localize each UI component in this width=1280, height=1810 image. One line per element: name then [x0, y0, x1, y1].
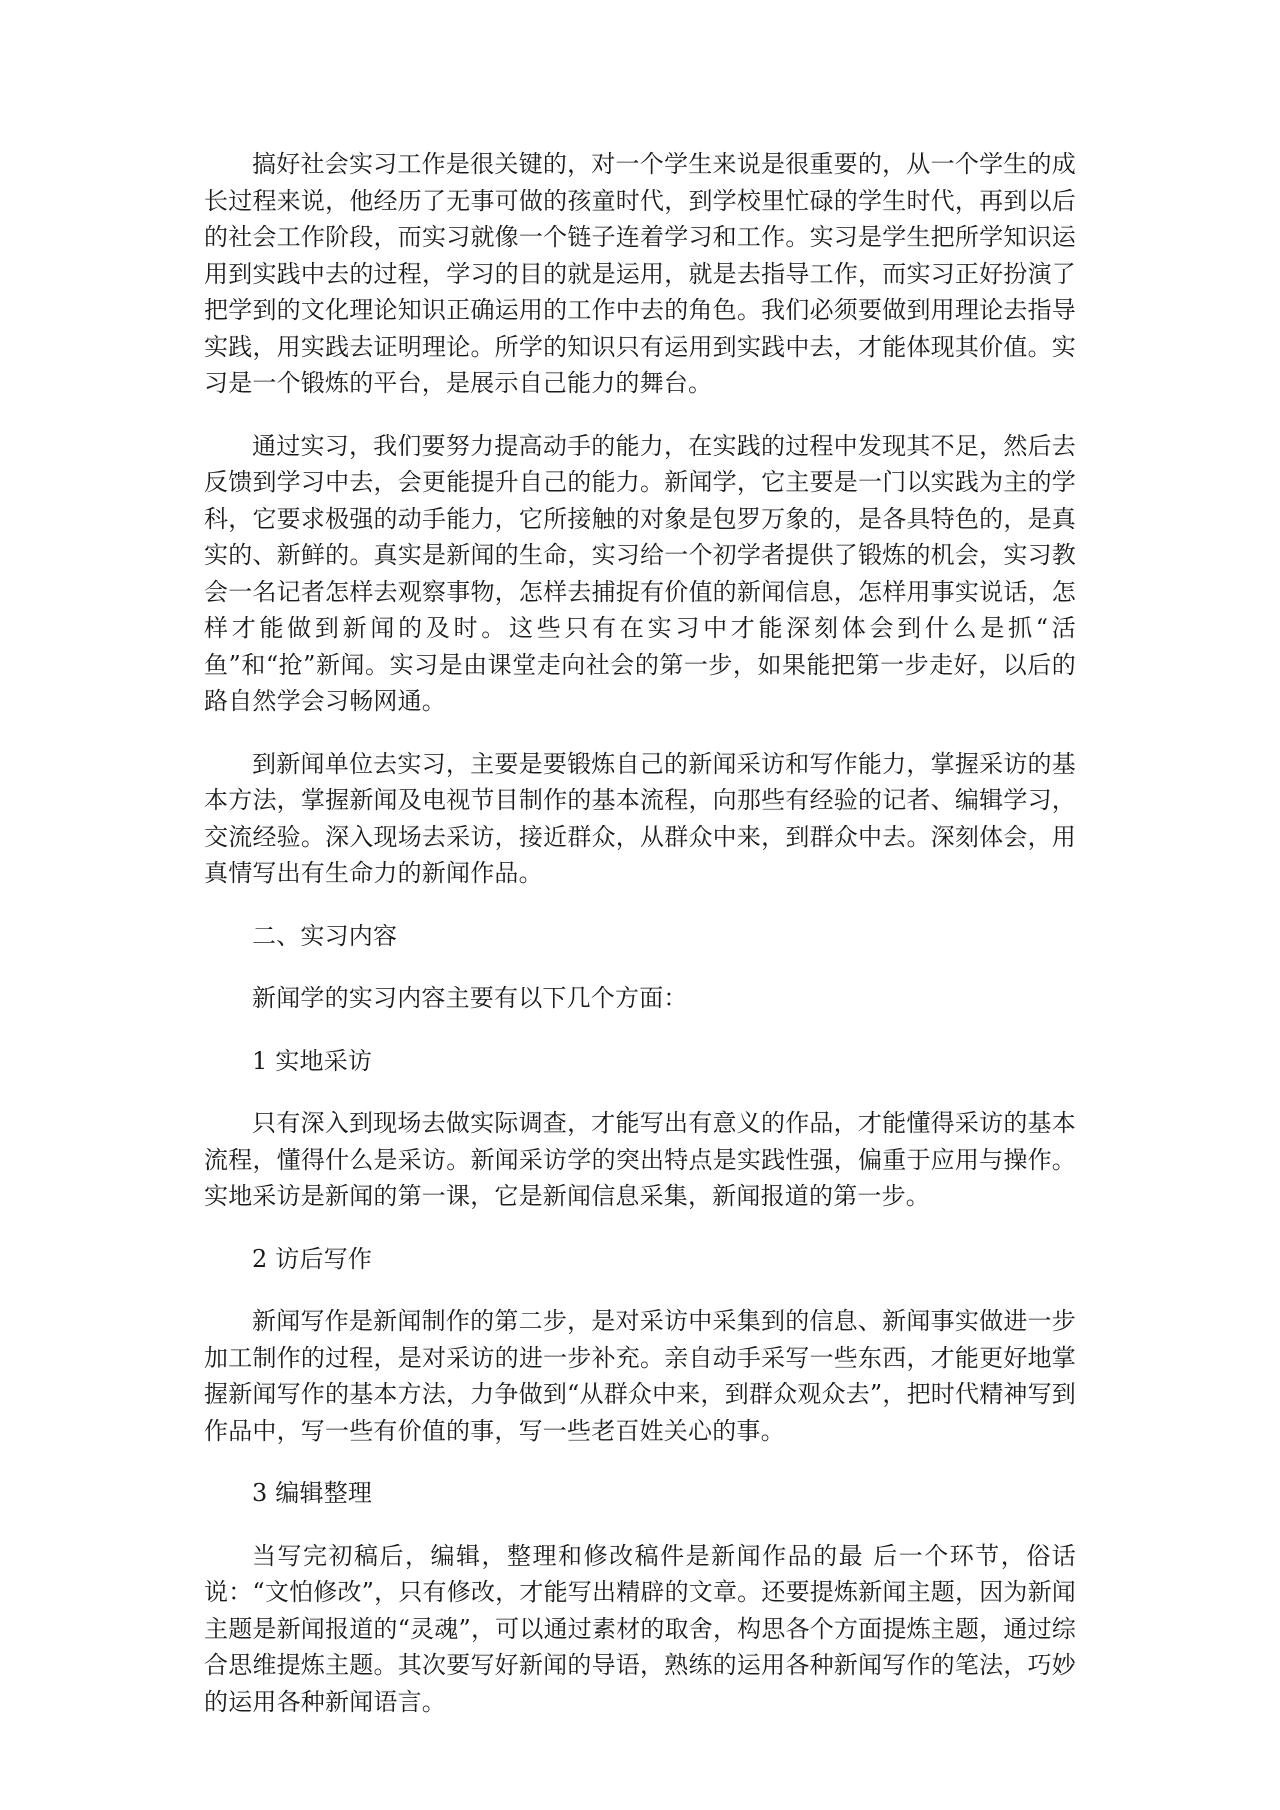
subheading-post-interview-writing: 2 访后写作: [252, 1244, 373, 1273]
section-heading-internship-content: 二、实习内容: [252, 921, 398, 950]
paragraph-news-unit-internship: 到新闻单位去实习，主要是要锻炼自己的新闻采访和写作能力，掌握采访的基本方法，掌握新闻及电视节目制作的基本流程，向那些有经验的记者、编辑学习，交流经验。深入现场去采访，接近群众，从群众中来，到群众中去。深刻体会，用真情写出有生命力的新闻作品。: [204, 749, 1076, 887]
subheading-editing: 3 编辑整理: [252, 1479, 373, 1507]
paragraph-field-interview: 只有深入到现场去做实际调查，才能写出有意义的作品，才能懂得采访的基本流程，懂得什么是采访。新闻采访学的突出特点是实践性强，偏重于应用与操作。实地采访是新闻的第一课，它是新闻信息采集，新闻报道的第一步。: [204, 1109, 1076, 1210]
subheading-field-interview: 1 实地采访: [252, 1046, 373, 1075]
paragraph-internship-goals: 通过实习，我们要努力提高动手的能力，在实践的过程中发现其不足，然后去反馈到学习中去，会更能提升自己的能力。新闻学，它主要是一门以实践为主的学科，它要求极强的动手能力，它所接触的对象是包罗万象的，是各具特色的，是真实的、新鲜的。真实是新闻的生命，实习给一个初学者提供了锻炼的机会，实习教会一名记者怎样去观察事物，怎样去捕捉有价值的新闻信息，怎样用事实说话，怎样才能做到新闻的及时。这些只有在实习中才能深刻体会到什么是抓“活鱼”和“抢”新闻。实习是由课堂走向社会的第一步，如果能把第一步走好，以后的路自然学会习畅网通。: [204, 431, 1076, 715]
document-body: [204, 146, 1076, 1746]
paragraph-content-intro: 新闻学的实习内容主要有以下几个方面：: [252, 984, 688, 1012]
paragraph-internship-importance: 搞好社会实习工作是很关键的，对一个学生来说是很重要的，从一个学生的成长过程来说，他经历了无事可做的孩童时代，到学校里忙碌的学生时代，再到以后的社会工作阶段，而实习就像一个链子连着学习和工作。实习是学生把所学知识运用到实践中去的过程，学习的目的就是运用，就是去指导工作，而实习正好扮演了把学到的文化理论知识正确运用的工作中去的角色。我们必须要做到用理论去指导实践，用实践去证明理论。所学的知识只有运用到实践中去，才能体现其价值。实习是一个锻炼的平台，是展示自己能力的舞台。: [204, 150, 1076, 397]
paragraph-post-interview-writing: 新闻写作是新闻制作的第二步，是对采访中采集到的信息、新闻事实做进一步加工制作的过程，是对采访的进一步补充。亲自动手采写一些东西，才能更好地掌握新闻写作的基本方法，力争做到“从群众中来，到群众观众去”，把时代精神写到作品中，写一些有价值的事，写一些老百姓关心的事。: [204, 1307, 1076, 1445]
paragraph-editing: 当写完初稿后，编辑，整理和修改稿件是新闻作品的最 后一个环节，俗话说：“文怕修改”，只有修改，才能写出精辟的文章。还要提炼新闻主题，因为新闻主题是新闻报道的“灵魂”，可以通过素材的取舍，构思各个方面提炼主题，通过综合思维提炼主题。其次要写好新闻的导语，熟练的运用各种新闻写作的笔法，巧妙的运用各种新闻语言。: [204, 1541, 1076, 1716]
